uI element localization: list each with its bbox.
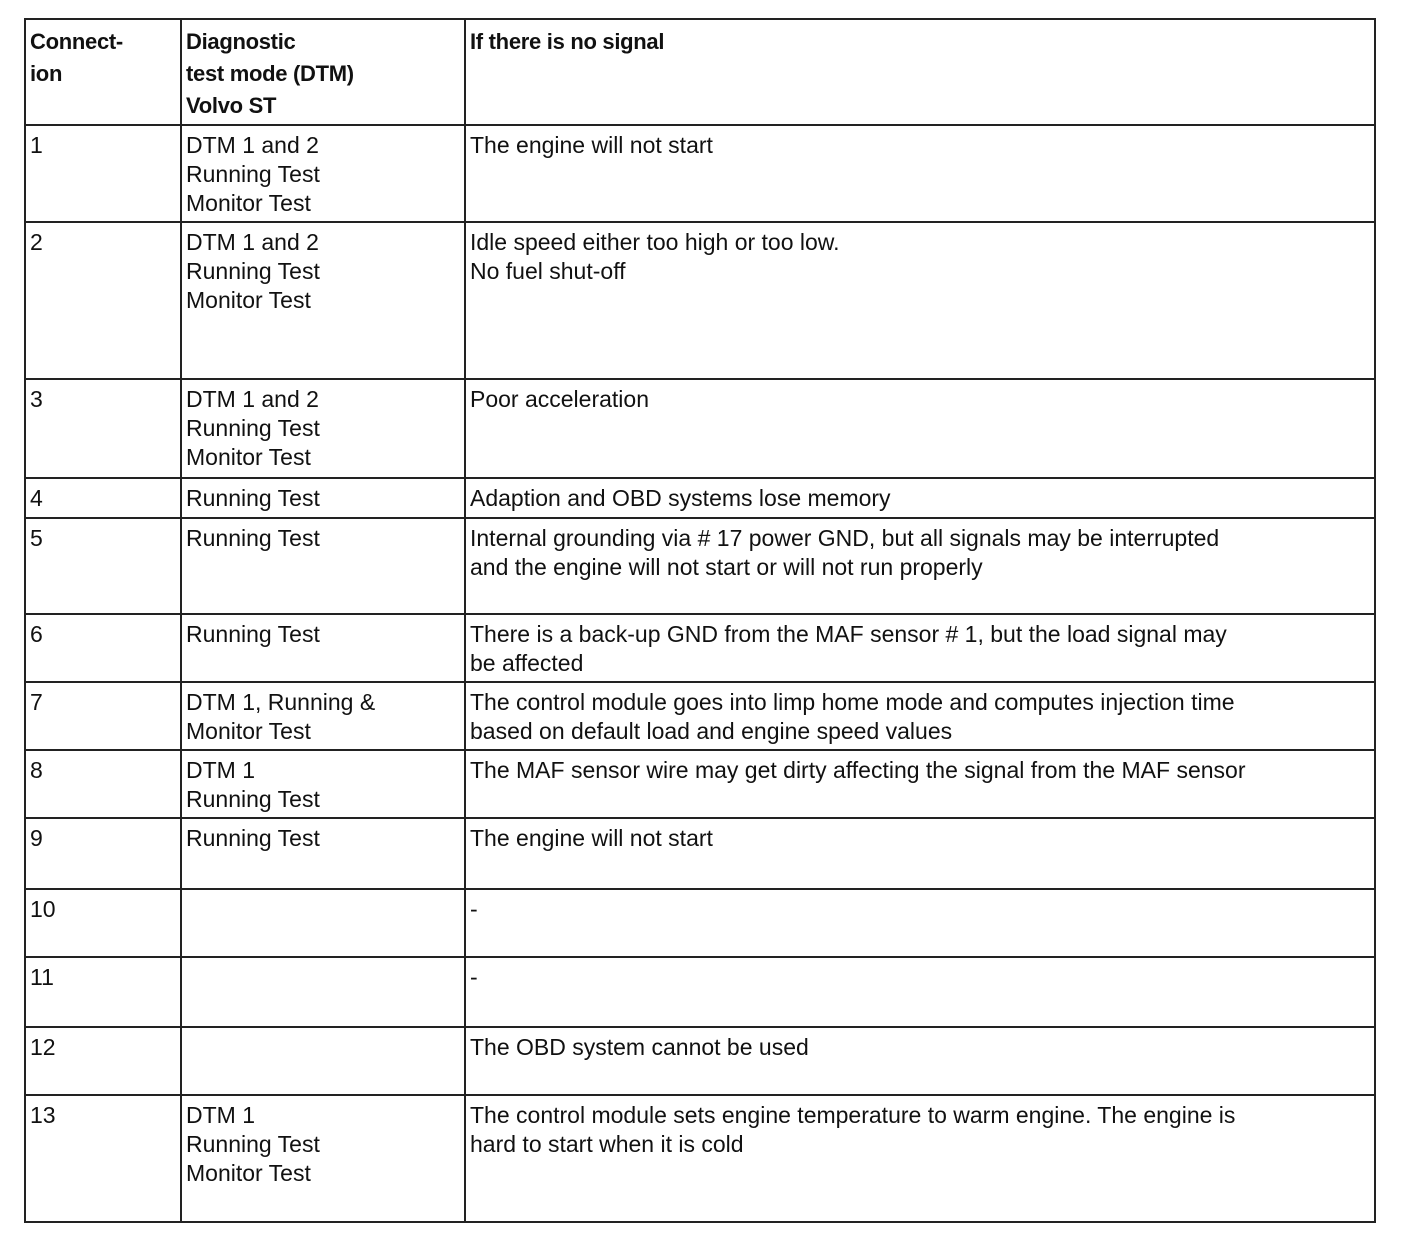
table-row (25, 818, 1375, 889)
effect-cell: The control module sets engine temperature to warm engine. The engine is hard to start when it is cold (465, 1095, 1375, 1222)
header-diagnostic-test-mode: Diagnostic test mode (DTM) Volvo ST (181, 19, 465, 125)
header-row (25, 19, 1375, 125)
connection-cell: 2 (25, 222, 181, 379)
test-mode-cell: DTM 1 and 2 Running Test Monitor Test (181, 379, 465, 478)
test-mode-cell: DTM 1 Running Test (181, 750, 465, 818)
effect-cell: The engine will not start (465, 818, 1375, 889)
connection-cell: 4 (25, 478, 181, 518)
connection-cell: 5 (25, 518, 181, 614)
connection-cell: 6 (25, 614, 181, 682)
test-mode-cell (181, 957, 465, 1027)
test-mode-cell (181, 889, 465, 957)
connection-cell: 10 (25, 889, 181, 957)
test-mode-cell: Running Test (181, 818, 465, 889)
test-mode-cell: Running Test (181, 614, 465, 682)
table-row (25, 1095, 1375, 1222)
test-mode-cell (181, 1027, 465, 1095)
test-mode-cell: DTM 1 and 2 Running Test Monitor Test (181, 125, 465, 222)
connection-cell: 3 (25, 379, 181, 478)
test-mode-cell: DTM 1 and 2 Running Test Monitor Test (181, 222, 465, 379)
table-row (25, 379, 1375, 478)
connection-cell: 9 (25, 818, 181, 889)
effect-cell: The MAF sensor wire may get dirty affecting the signal from the MAF sensor (465, 750, 1375, 818)
connection-cell: 1 (25, 125, 181, 222)
table-row (25, 518, 1375, 614)
effect-cell: Poor acceleration (465, 379, 1375, 478)
table-row (25, 614, 1375, 682)
effect-cell: The engine will not start (465, 125, 1375, 222)
effect-cell: - (465, 957, 1375, 1027)
test-mode-cell: DTM 1, Running & Monitor Test (181, 682, 465, 750)
table-row (25, 682, 1375, 750)
effect-cell: The control module goes into limp home mode and computes injection time based on default load and engine speed values (465, 682, 1375, 750)
test-mode-cell: Running Test (181, 518, 465, 614)
table-row (25, 125, 1375, 222)
effect-cell: Idle speed either too high or too low. No fuel shut-off (465, 222, 1375, 379)
table-row (25, 222, 1375, 379)
table-row (25, 957, 1375, 1027)
effect-cell: - (465, 889, 1375, 957)
connection-diagnostics-table (24, 18, 1376, 1223)
effect-cell: Internal grounding via # 17 power GND, but all signals may be interrupted and the engine will not start or will not run properly (465, 518, 1375, 614)
effect-cell: There is a back-up GND from the MAF sensor # 1, but the load signal may be affected (465, 614, 1375, 682)
header-connection: Connect- ion (25, 19, 181, 125)
connection-cell: 7 (25, 682, 181, 750)
test-mode-cell: Running Test (181, 478, 465, 518)
effect-cell: The OBD system cannot be used (465, 1027, 1375, 1095)
table-row (25, 889, 1375, 957)
effect-cell: Adaption and OBD systems lose memory (465, 478, 1375, 518)
table-row (25, 1027, 1375, 1095)
test-mode-cell: DTM 1 Running Test Monitor Test (181, 1095, 465, 1222)
table-row (25, 478, 1375, 518)
connection-cell: 11 (25, 957, 181, 1027)
table-row (25, 750, 1375, 818)
connection-cell: 8 (25, 750, 181, 818)
header-no-signal-effect: If there is no signal (465, 19, 1375, 125)
connection-cell: 13 (25, 1095, 181, 1222)
connection-cell: 12 (25, 1027, 181, 1095)
